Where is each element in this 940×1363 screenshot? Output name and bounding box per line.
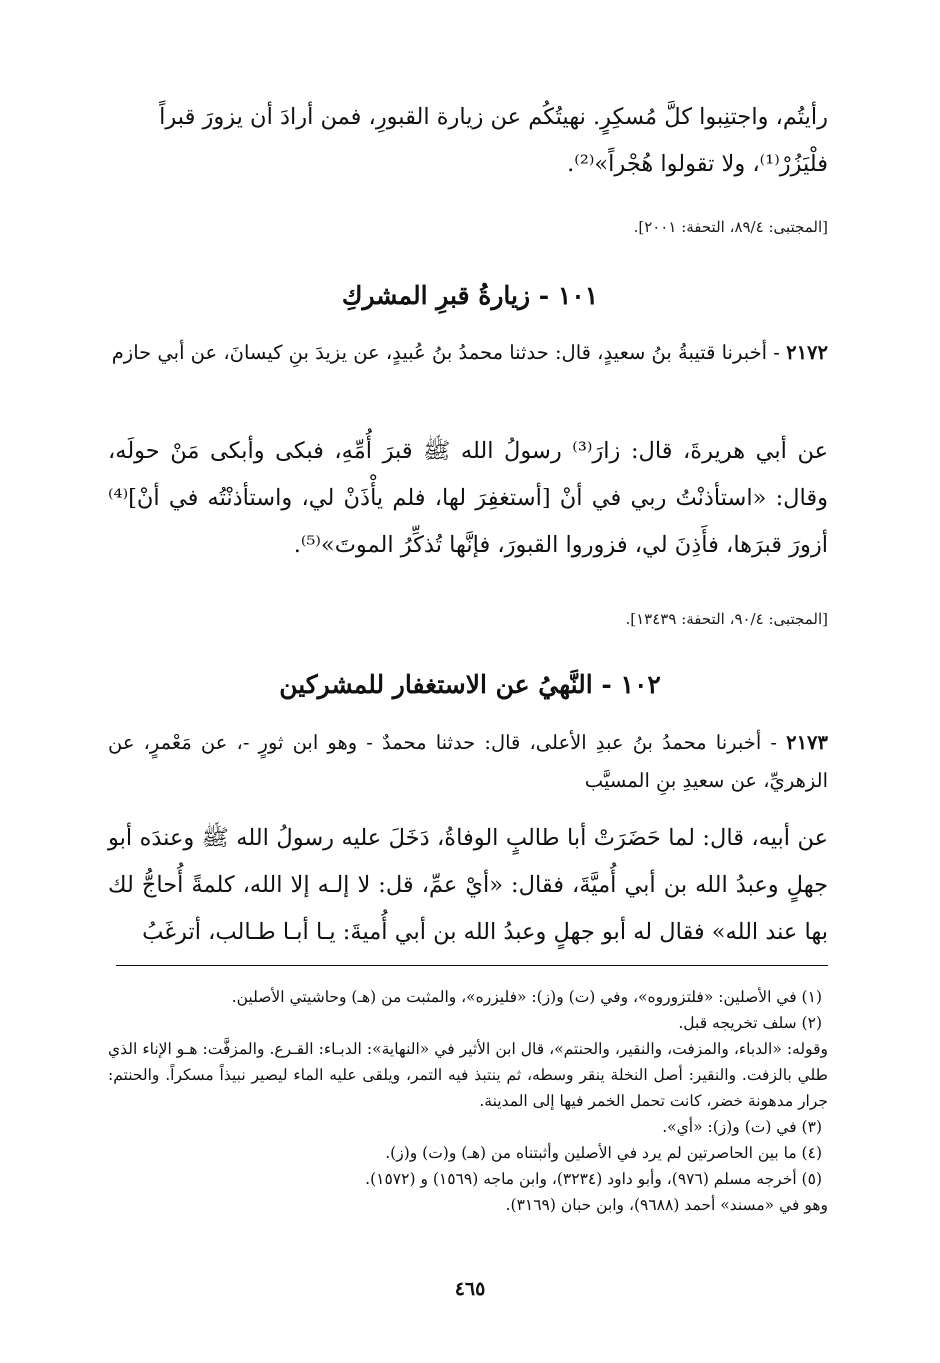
footnote: (٣) في (ت) و(ز): «أي». [662, 1118, 822, 1136]
text-line: رأيتُم، واجتنِبوا كلَّ مُسكِرٍ. نهيتُكُم عن زيارة القبورِ، فمن أرادَ أن يزورَ قبراً [159, 104, 828, 130]
footnote: وقوله: «الدباء، والمزفت، والنقير، والحنتم»، قال ابن الأثير في «النهاية»: الدبـاء: القـرع. والمزفَّت: هـو الإناء الذي طلي بالزفت. والنقير: أصل النخلة ينقر وسطه، ثم ينتبذ فيه التمر، ويلقى عليه الماء ليصير نبيذاً مسكراً. والحنتم: جرار مدهونة خضر، كانت تحمل الخمر فيها إلى المدينة. [108, 1040, 828, 1110]
hadith-matn: عن أبيه، قال: لما حَضَرَتْ أبا طالبٍ الوفاةُ، دَخَلَ عليه رسولُ الله ﷺ وعندَه أبو جهلٍ وعبدُ الله بن أبي أُميَّةَ، فقال: «أيْ عمِّ، قل: لا إلـه إلا الله، كلمةً أُحاجُّ لك بها عند الله» فقال له أبو جهلٍ وعبدُ الله بن أبي أُميةَ: يـا أبـا طـالب، أترغَبُ [108, 825, 828, 945]
footnote: وهو في «مسند» أحمد (٩٦٨٨)، وابن حبان (٣١٦٩). [505, 1196, 828, 1214]
hadith-number: ٢١٧٣ [786, 731, 828, 754]
continued-text [108, 94, 828, 188]
section-heading: ١٠٢ - النَّهيُ عن الاستغفار للمشركين [279, 670, 661, 699]
isnad-text: - أخبرنا قتيبةُ بنُ سعيدٍ، قال: حدثنا محمدُ بنُ عُبيدٍ، عن يزيدَ بنِ كيسانَ، عن أبي حازم [111, 341, 787, 364]
footnote: (٢) سلف تخريجه قبل. [678, 1014, 822, 1032]
reference: [المجتبى: ٩٠/٤، التحفة: ١٣٤٣٩]. [625, 610, 828, 628]
section-heading: ١٠١ - زيارةُ قبرِ المشركِ [341, 281, 599, 310]
hadith-number: ٢١٧٢ [786, 341, 828, 364]
footnote: (١) في الأصلين: «فلتزوروه»، وفي (ت) و(ز): «فليزره»، والمثبت من (هـ) وحاشيتي الأصلين. [231, 988, 822, 1006]
footnote: (٥) أخرجه مسلم (٩٧٦)، وأبو داود (٣٢٣٤)، وابن ماجه (١٥٦٩) و (١٥٧٢). [365, 1170, 822, 1188]
isnad-text: - أخبرنا محمدُ بنُ عبدِ الأعلى، قال: حدثنا محمدٌ - وهو ابن ثورٍ -، عن مَعْمرٍ، عن الزهريِّ، عن سعيدِ بنِ المسيَّب [108, 731, 828, 792]
footnotes [108, 984, 828, 1218]
hadith-matn: عن أبي هريرةَ، قال: زارَ⁽³⁾ رسولُ الله ﷺ قبرَ أُمِّهِ، فبكى وأبكى مَنْ حولَه، وقال: «استأذنْتُ ربي في أنْ [أستغفِرَ لها، فلم يأْذَنْ لي، واستأذنْتُه في أنْ]⁽⁴⁾ أزورَ قبرَها، فأَذِنَ لي، فزوروا القبورَ، فإنَّها تُذكِّرُ الموتَ»⁽⁵⁾. [108, 438, 828, 558]
footnote: (٤) ما بين الحاصرتين لم يرد في الأصلين وأثبتناه من (هـ) و(ت) و(ز). [385, 1144, 822, 1162]
hadith-isnad [108, 334, 828, 372]
reference: [المجتبى: ٨٩/٤، التحفة: ٢٠٠١]. [633, 218, 828, 236]
footnote-separator [116, 965, 828, 966]
page-number: ٤٦٥ [454, 1278, 486, 1300]
text-line: فلْيَزُرْ⁽¹⁾، ولا تقولوا هُجْراً»⁽²⁾. [567, 151, 828, 177]
hadith-isnad [108, 724, 828, 800]
